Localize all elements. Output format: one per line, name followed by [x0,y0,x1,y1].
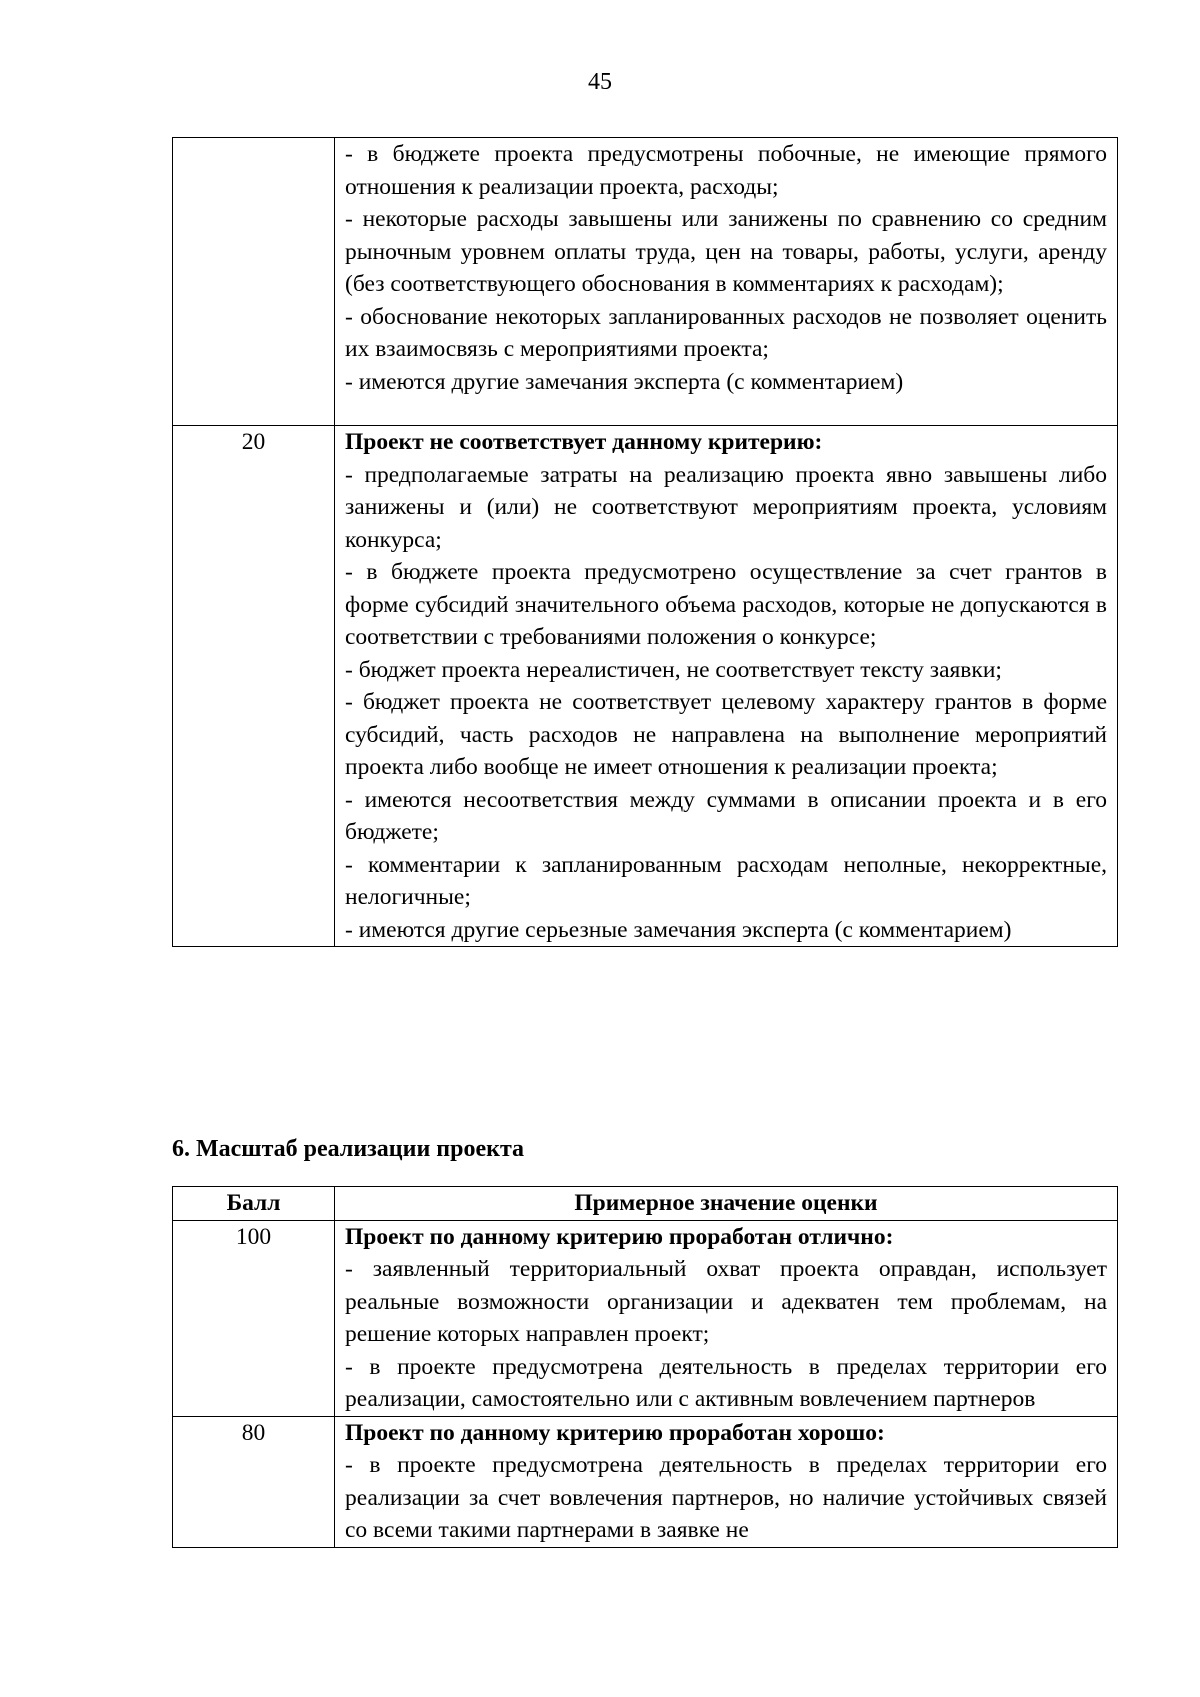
criterion-item: - в проекте предусмотрена деятельность в пределах территории его реализации за счет вовлечения партнеров, но наличие устойчивых связей со всеми такими партнерами в заявке не [345,1452,1107,1543]
table-header-row [173,1187,1118,1221]
criterion-item: - имеются несоответствия между суммами в описании проекта и в его бюджете; [345,786,1107,845]
criterion-item: - предполагаемые затраты на реализацию проекта явно завышены либо занижены и (или) не соответствуют мероприятиям проекта, условиям конкурса; [345,461,1107,553]
criterion-item: - в проекте предусмотрена деятельность в пределах территории его реализации, самостоятельно или с активным вовлечением партнеров [345,1353,1107,1412]
criterion-item: - бюджет проекта нереалистичен, не соответствует тексту заявки; [345,656,1002,683]
description-cell [335,1220,1118,1416]
table-row [173,426,1118,947]
table-row [173,1416,1118,1547]
criterion-item: - имеются другие серьезные замечания эксперта (с комментарием) [345,916,1012,943]
criterion-item: - имеются другие замечания эксперта (с комментарием) [345,368,904,395]
criterion-item: - некоторые расходы завышены или занижены по сравнению со средним рыночным уровнем оплаты труда, цен на товары, работы, услуги, аренду (без соответствующего обоснования в комментариях к расходам); [345,206,1107,297]
column-header-description: Примерное значение оценки [335,1187,1118,1221]
criterion-item: - бюджет проекта не соответствует целевому характеру грантов в форме субсидий, часть расходов не направлена на выполнение мероприятий проекта либо вообще не имеет отношения к реализации проекта; [345,689,1107,780]
criterion-item: - заявленный территориальный охват проекта оправдан, использует реальные возможности организации и адекватен тем проблемам, на решение которых направлен проект; [345,1256,1107,1347]
criterion-heading: Проект не соответствует данному критерию: [345,429,823,455]
criterion-heading: Проект по данному критерию проработан хорошо: [345,1419,885,1446]
score-cell [173,138,335,426]
description-cell [335,138,1118,426]
table-row [173,1220,1118,1416]
criterion-item: - в бюджете проекта предусмотрено осуществление за счет грантов в форме субсидий значительного объема расходов, которые не допускаются в соответствии с требованиями положения о конкурсе; [345,559,1107,650]
description-cell [335,1416,1118,1547]
page-number: 45 [588,69,612,95]
criteria-table-scale [172,1186,1118,1548]
table-row [173,138,1118,426]
criterion-heading: Проект по данному критерию проработан отлично: [345,1223,894,1250]
criterion-item: - комментарии к запланированным расходам неполные, некорректные, нелогичные; [345,851,1107,910]
description-cell [335,426,1118,947]
score-cell: 100 [173,1220,335,1416]
section-title: 6. Масштаб реализации проекта [172,1136,525,1162]
criterion-item: - обоснование некоторых запланированных расходов не позволяет оценить их взаимосвязь с мероприятиями проекта; [345,303,1107,362]
criteria-table-continued [172,137,1118,947]
score-cell: 20 [173,426,335,947]
criterion-item: - в бюджете проекта предусмотрены побочные, не имеющие прямого отношения к реализации проекта, расходы; [345,141,1107,200]
column-header-score: Балл [173,1187,335,1221]
score-cell: 80 [173,1416,335,1547]
